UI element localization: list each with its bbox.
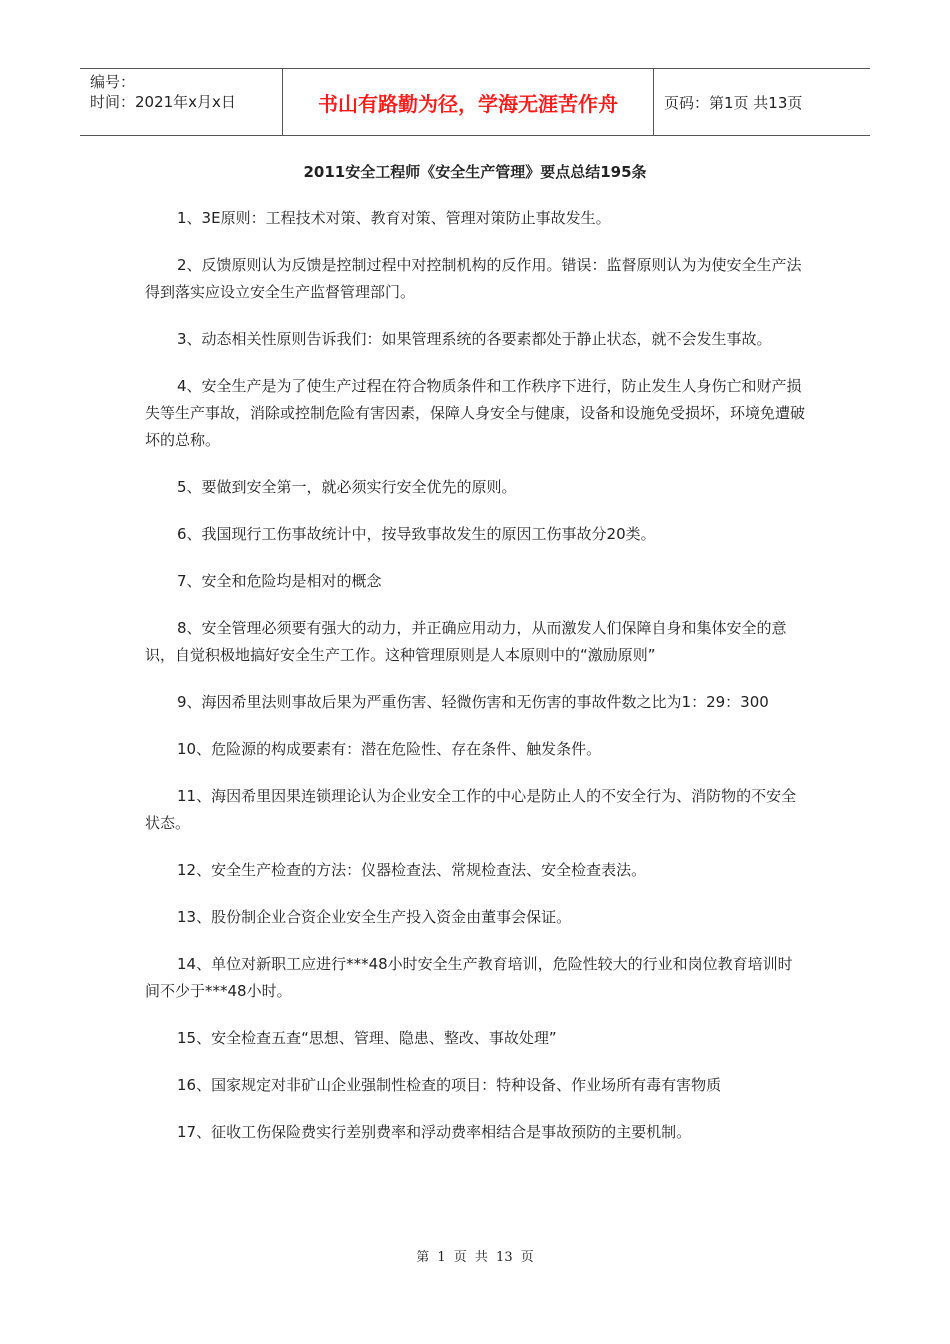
paragraph: 9、海因希里法则事故后果为严重伤害、轻微伤害和无伤害的事故件数之比为1：29：300 (177, 693, 769, 711)
paragraph: 14、单位对新职工应进行***48小时安全生产教育培训，危险性较大的行业和岗位教育培训时间不少于***48小时。 (145, 955, 793, 1000)
paragraph: 16、国家规定对非矿山企业强制性检查的项目：特种设备、作业场所有毒有害物质 (177, 1076, 722, 1094)
paragraph: 3、动态相关性原则告诉我们：如果管理系统的各要素都处于静止状态，就不会发生事故。 (177, 330, 772, 348)
header-meta (80, 69, 282, 135)
paragraph: 11、海因希里因果连锁理论认为企业安全工作的中心是防止人的不安全行为、消防物的不安全状态。 (145, 787, 797, 832)
paragraph: 7、安全和危险均是相对的概念 (177, 572, 382, 590)
document-header (80, 68, 870, 136)
document-title: 2011安全工程师《安全生产管理》要点总结195条 (303, 163, 647, 181)
paragraph: 15、安全检查五查“思想、管理、隐患、整改、事故处理” (177, 1029, 557, 1047)
motto-text: 书山有路勤为径，学海无涯苦作舟 (318, 91, 618, 116)
paragraph: 5、要做到安全第一，就必须实行安全优先的原则。 (177, 478, 517, 496)
date-label: 时间：2021年x月x日 (90, 93, 236, 111)
paragraph: 13、股份制企业合资企业安全生产投入资金由董事会保证。 (177, 908, 572, 926)
page-footer: 第 1 页 共 13 页 (416, 1250, 534, 1265)
page-info: 页码：第1页 共13页 (664, 93, 803, 112)
paragraph: 6、我国现行工伤事故统计中，按导致事故发生的原因工伤事故分20类。 (177, 525, 656, 543)
number-label: 编号： (90, 73, 136, 91)
paragraph: 4、安全生产是为了使生产过程在符合物质条件和工作秩序下进行，防止发生人身伤亡和财产损失等生产事故，消除或控制危险有害因素，保障人身安全与健康，设备和设施免受损坏，环境免遭破坏的总称。 (145, 377, 806, 449)
paragraph: 10、危险源的构成要素有：潜在危险性、存在条件、触发条件。 (177, 740, 602, 758)
header-page-cell (654, 69, 870, 135)
paragraph: 17、征收工伤保险费实行差别费率和浮动费率相结合是事故预防的主要机制。 (177, 1123, 692, 1141)
paragraph: 2、反馈原则认为反馈是控制过程中对控制机构的反作用。错误：监督原则认为为使安全生产法得到落实应设立安全生产监督管理部门。 (145, 256, 802, 301)
paragraph: 1、3E原则：工程技术对策、教育对策、管理对策防止事故发生。 (177, 209, 611, 227)
document-body (145, 205, 805, 1166)
paragraph: 12、安全生产检查的方法：仪器检查法、常规检查法、安全检查表法。 (177, 861, 647, 879)
header-motto-cell (282, 69, 654, 135)
paragraph: 8、安全管理必须要有强大的动力，并正确应用动力，从而激发人们保障自身和集体安全的意识，自觉积极地搞好安全生产工作。这种管理原则是人本原则中的“激励原则” (145, 619, 787, 664)
